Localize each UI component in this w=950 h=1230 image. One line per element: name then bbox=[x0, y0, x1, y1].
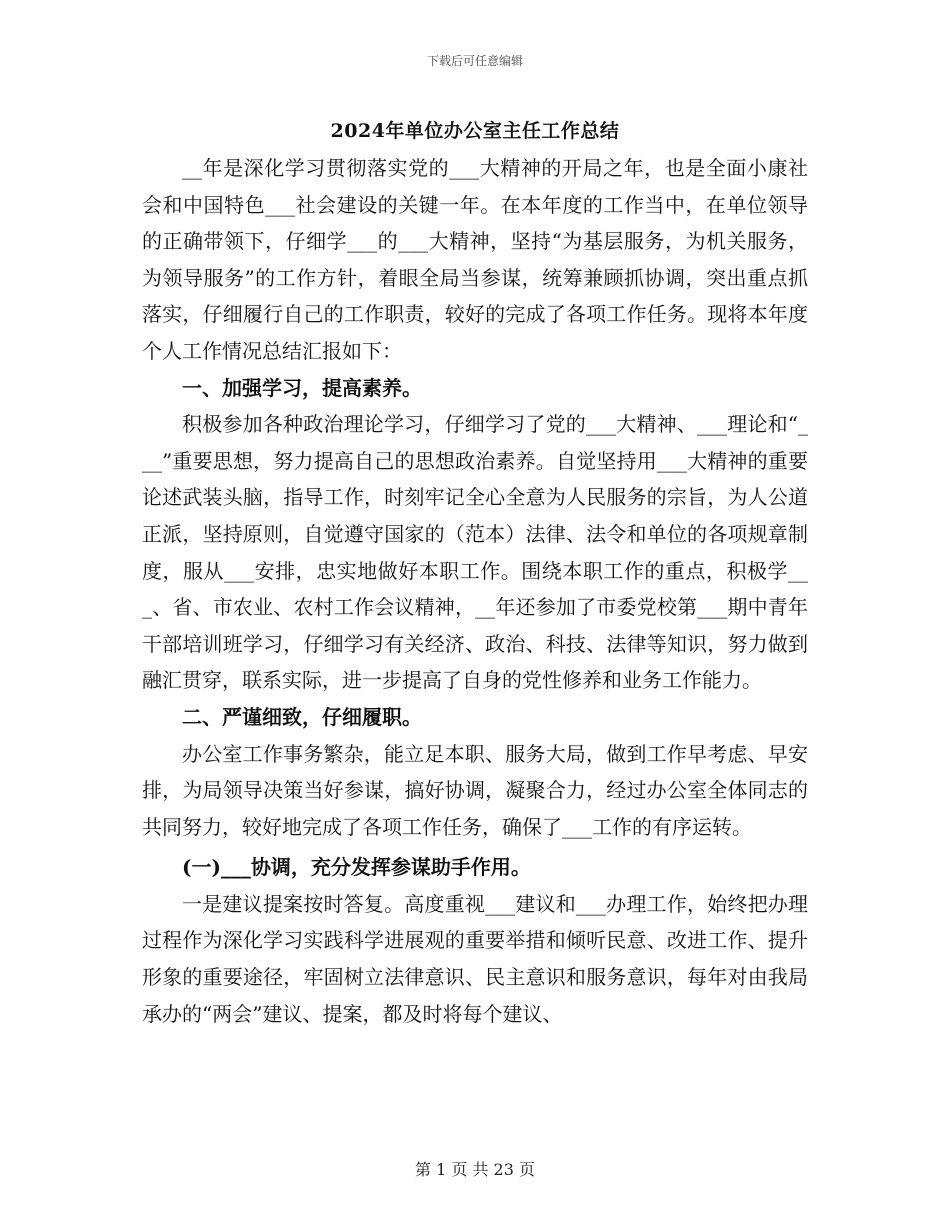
paragraph-study: 积极参加各种政治理论学习，仔细学习了党的___大精神、___理论和“___”重要思想，努力提高自己的思想政治素养。自觉坚持用___大精神的重要论述武装头脑，指导工作，时刻牢记全心全意为人民服务的宗旨，为人公道正派，坚持原则，自觉遵守国家的（范本）法律、法令和单位的各项规章制度，服从___安排，忠实地做好本职工作。围绕本职工作的重点，积极学___、省、市农业、农村工作会议精神，__年还参加了市委党校第___期中青年干部培训班学习，仔细学习有关经济、政治、科技、法律等知识，努力做到融汇贯穿，联系实际，进一步提高了自身的党性修养和业务工作能力。 bbox=[142, 412, 808, 693]
paragraph-duties: 办公室工作事务繁杂，能立足本职、服务大局，做到工作早考虑、早安排，为局领导决策当好参谋，搞好协调，凝聚合力，经过办公室全体同志的共同努力，较好地完成了各项工作任务，确保了___工作的有序运转。 bbox=[142, 741, 808, 839]
paragraph-intro: __年是深化学习贯彻落实党的___大精神的开局之年，也是全面小康社会和中国特色___社会建设的关键一年。在本年度的工作当中，在单位领导的正确带领下，仔细学___的___大精神，坚持“为基层服务，为机关服务，为领导服务”的工作方针，着眼全局当参谋，统筹兼顾抓协调，突出重点抓落实，仔细履行自己的工作职责，较好的完成了各项工作任务。现将本年度个人工作情况总结汇报如下： bbox=[142, 156, 808, 363]
section-heading-2: 二、严谨细致，仔细履职。 bbox=[182, 704, 422, 729]
document-title: 2024年单位办公室主任工作总结 bbox=[330, 120, 620, 142]
page-footer: 第 1 页 共 23 页 bbox=[415, 1160, 535, 1179]
section-heading-1: 一、加强学习，提高素养。 bbox=[182, 375, 422, 400]
paragraph-proposals: 一是建议提案按时答复。高度重视___建议和___办理工作，始终把办理过程作为深化学习实践科学进展观的重要举措和倾听民意、改进工作、提升形象的重要途径，牢固树立法律意识、民主意识和服务意识，每年对由我局承办的“两会”建议、提案，都及时将每个建议、 bbox=[142, 891, 808, 1026]
subsection-heading-1: (一)___协调，充分发挥参谋助手作用。 bbox=[182, 855, 531, 880]
header-note: 下载后可任意编辑 bbox=[426, 54, 523, 68]
document-body bbox=[142, 150, 808, 1032]
